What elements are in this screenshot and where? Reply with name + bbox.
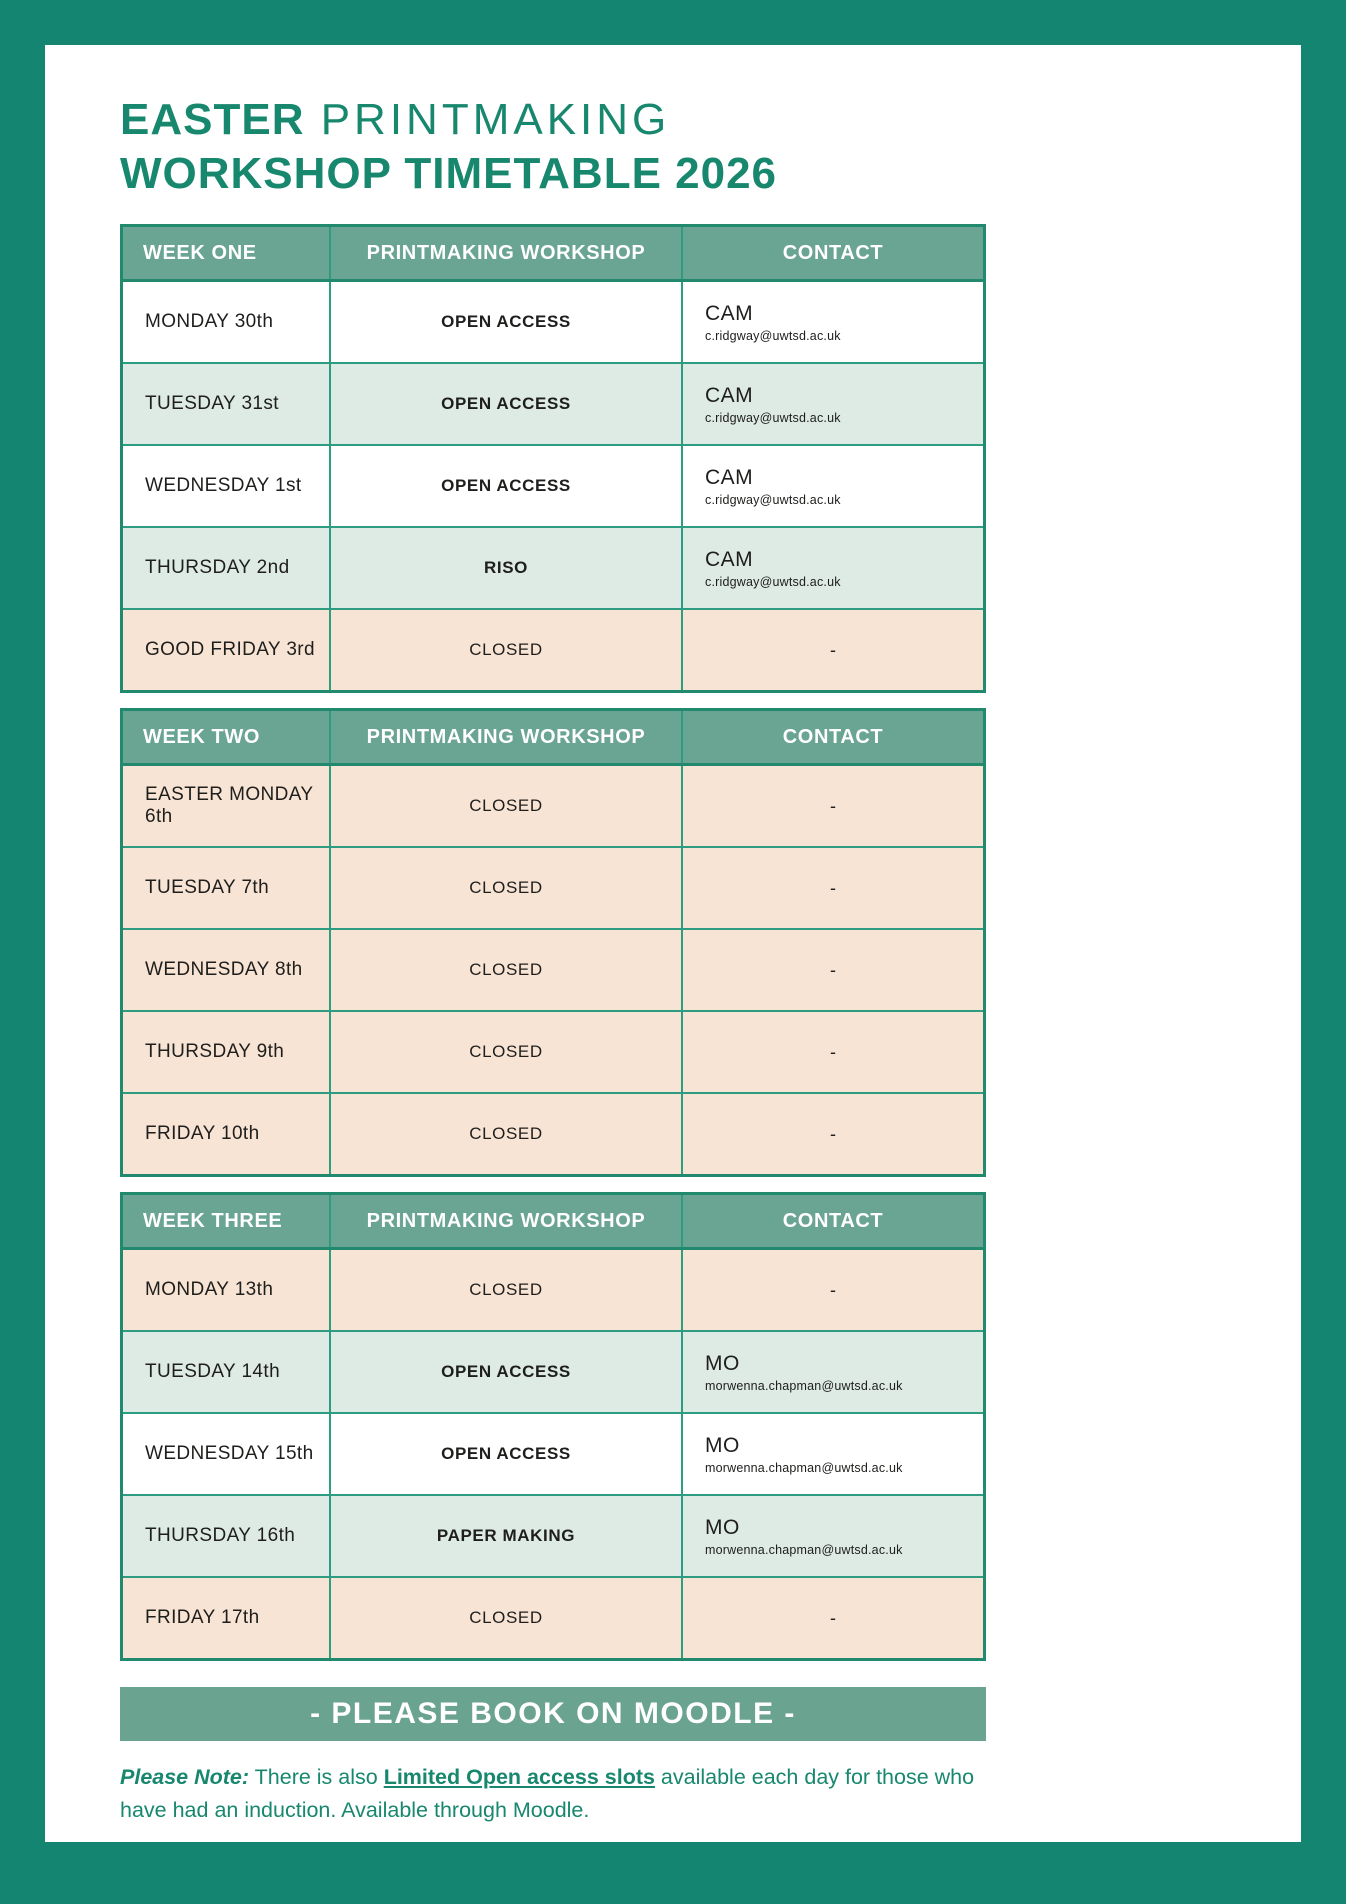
- contact-cell: -: [830, 795, 836, 816]
- table-row: [123, 930, 983, 1012]
- week-one-header: WEEK ONE: [123, 227, 331, 279]
- table-row: [123, 1578, 983, 1658]
- day-cell: TUESDAY 7th: [123, 848, 331, 928]
- day-cell: WEDNESDAY 8th: [123, 930, 331, 1010]
- note-underlined-text: Limited Open access slots: [383, 1765, 655, 1790]
- table-row: [123, 610, 983, 690]
- contact-name: MO: [705, 1515, 740, 1539]
- day-cell: WEDNESDAY 1st: [123, 446, 331, 526]
- note-text-1: There is also: [249, 1765, 384, 1790]
- contact-cell: -: [830, 1041, 836, 1062]
- contact-email: c.ridgway@uwtsd.ac.uk: [705, 492, 841, 507]
- workshop-column-header: PRINTMAKING WORKSHOP: [331, 711, 683, 763]
- contact-cell: [683, 528, 983, 608]
- table-row: [123, 446, 983, 528]
- table-row: [123, 1332, 983, 1414]
- contact-cell: -: [830, 1123, 836, 1144]
- book-on-moodle-banner: [120, 1687, 986, 1741]
- workshop-column-header: PRINTMAKING WORKSHOP: [331, 227, 683, 279]
- note-text-2: available each day for those who have had an induction. Available through Moodle.: [120, 1765, 975, 1822]
- contact-name: MO: [705, 1351, 740, 1375]
- contact-name: CAM: [705, 301, 754, 325]
- week-two-header-row: [123, 711, 983, 766]
- table-row: [123, 848, 983, 930]
- activity-cell: OPEN ACCESS: [331, 446, 683, 526]
- contact-name: MO: [705, 1433, 740, 1457]
- table-row: [123, 1012, 983, 1094]
- contact-email: c.ridgway@uwtsd.ac.uk: [705, 574, 841, 589]
- contact-email: c.ridgway@uwtsd.ac.uk: [705, 410, 841, 425]
- week-three-table: [120, 1192, 986, 1661]
- page-title: [120, 93, 986, 200]
- contact-cell: [683, 1496, 983, 1576]
- day-cell: GOOD FRIDAY 3rd: [123, 610, 331, 690]
- table-row: [123, 1094, 983, 1174]
- day-cell: FRIDAY 17th: [123, 1578, 331, 1658]
- title-printmaking: PRINTMAKING: [304, 95, 671, 144]
- title-line-1: [120, 93, 986, 147]
- day-cell: TUESDAY 31st: [123, 364, 331, 444]
- activity-cell: CLOSED: [331, 610, 683, 690]
- activity-cell: RISO: [331, 528, 683, 608]
- week-three-header: WEEK THREE: [123, 1195, 331, 1247]
- table-row: [123, 1414, 983, 1496]
- day-cell: EASTER MONDAY 6th: [123, 766, 331, 846]
- week-two-table: [120, 708, 986, 1177]
- contact-cell: -: [830, 877, 836, 898]
- workshop-column-header: PRINTMAKING WORKSHOP: [331, 1195, 683, 1247]
- activity-cell: CLOSED: [331, 1094, 683, 1174]
- note-prefix: Please Note:: [120, 1765, 250, 1790]
- contact-email: c.ridgway@uwtsd.ac.uk: [705, 328, 841, 343]
- table-row: [123, 1250, 983, 1332]
- contact-email: morwenna.chapman@uwtsd.ac.uk: [705, 1460, 903, 1475]
- contact-name: CAM: [705, 465, 754, 489]
- contact-cell: [683, 282, 983, 362]
- please-note-text: [120, 1761, 986, 1826]
- activity-cell: CLOSED: [331, 1578, 683, 1658]
- week-one-table: [120, 224, 986, 693]
- day-cell: TUESDAY 14th: [123, 1332, 331, 1412]
- contact-cell: [683, 446, 983, 526]
- contact-cell: -: [830, 1279, 836, 1300]
- table-row: [123, 364, 983, 446]
- activity-cell: OPEN ACCESS: [331, 282, 683, 362]
- banner-label: - PLEASE BOOK ON MOODLE -: [310, 1697, 796, 1731]
- contact-cell: -: [830, 1607, 836, 1628]
- contact-email: morwenna.chapman@uwtsd.ac.uk: [705, 1378, 903, 1393]
- contact-email: morwenna.chapman@uwtsd.ac.uk: [705, 1542, 903, 1557]
- activity-cell: OPEN ACCESS: [331, 1332, 683, 1412]
- activity-cell: CLOSED: [331, 930, 683, 1010]
- poster-page: [45, 45, 1301, 1842]
- week-one-header-row: [123, 227, 983, 282]
- day-cell: WEDNESDAY 15th: [123, 1414, 331, 1494]
- day-cell: MONDAY 30th: [123, 282, 331, 362]
- contact-column-header: CONTACT: [782, 725, 884, 748]
- contact-name: CAM: [705, 547, 754, 571]
- activity-cell: CLOSED: [331, 1250, 683, 1330]
- table-row: [123, 282, 983, 364]
- day-cell: FRIDAY 10th: [123, 1094, 331, 1174]
- contact-column-header: CONTACT: [782, 1209, 884, 1232]
- contact-column-header: CONTACT: [782, 241, 884, 264]
- table-row: [123, 766, 983, 848]
- contact-cell: [683, 1332, 983, 1412]
- table-row: [123, 528, 983, 610]
- week-two-header: WEEK TWO: [123, 711, 331, 763]
- day-cell: THURSDAY 2nd: [123, 528, 331, 608]
- contact-name: CAM: [705, 383, 754, 407]
- contact-cell: -: [830, 639, 836, 660]
- activity-cell: PAPER MAKING: [331, 1496, 683, 1576]
- day-cell: THURSDAY 9th: [123, 1012, 331, 1092]
- title-line-2: WORKSHOP TIMETABLE 2026: [120, 148, 778, 198]
- activity-cell: CLOSED: [331, 848, 683, 928]
- activity-cell: CLOSED: [331, 1012, 683, 1092]
- week-three-header-row: [123, 1195, 983, 1250]
- day-cell: THURSDAY 16th: [123, 1496, 331, 1576]
- contact-cell: [683, 364, 983, 444]
- table-row: [123, 1496, 983, 1578]
- contact-cell: -: [830, 959, 836, 980]
- day-cell: MONDAY 13th: [123, 1250, 331, 1330]
- activity-cell: OPEN ACCESS: [331, 1414, 683, 1494]
- activity-cell: CLOSED: [331, 766, 683, 846]
- contact-cell: [683, 1414, 983, 1494]
- title-easter: EASTER: [120, 95, 305, 144]
- activity-cell: OPEN ACCESS: [331, 364, 683, 444]
